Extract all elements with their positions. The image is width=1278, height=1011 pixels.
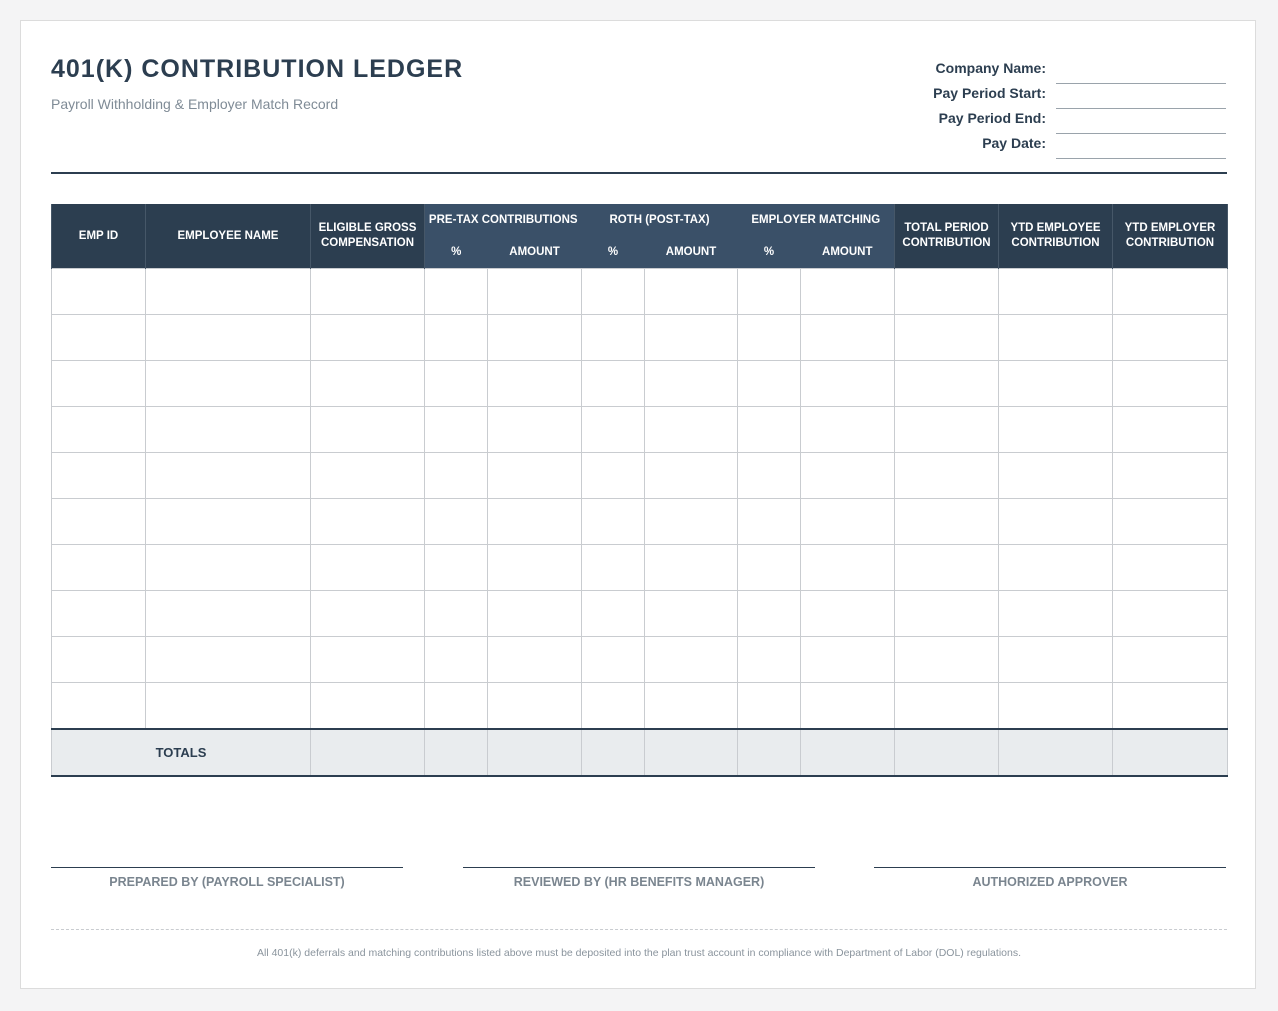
table-cell[interactable] — [645, 269, 738, 315]
column-group-roth: ROTH (POST-TAX) — [582, 204, 738, 236]
table-cell[interactable] — [582, 269, 645, 315]
table-cell[interactable] — [582, 453, 645, 499]
table-cell[interactable] — [52, 361, 146, 407]
table-cell[interactable] — [999, 315, 1113, 361]
table-cell[interactable] — [645, 545, 738, 591]
column-header-emp-id: EMP ID — [52, 204, 146, 269]
totals-row — [52, 729, 1228, 776]
table-cell[interactable] — [1113, 269, 1228, 315]
table-cell[interactable] — [425, 637, 488, 683]
table-cell[interactable] — [425, 407, 488, 453]
table-cell[interactable] — [146, 499, 311, 545]
table-cell[interactable] — [425, 269, 488, 315]
table-cell[interactable] — [311, 637, 425, 683]
totals-cell[interactable] — [895, 729, 999, 776]
table-cell[interactable] — [488, 361, 582, 407]
column-header-roth-amount: AMOUNT — [645, 236, 738, 269]
ledger-page — [20, 20, 1256, 989]
table-cell[interactable] — [999, 407, 1113, 453]
column-group-employer-matching: EMPLOYER MATCHING — [738, 204, 895, 236]
table-cell[interactable] — [801, 407, 895, 453]
table-row — [52, 269, 1228, 315]
table-cell[interactable] — [801, 269, 895, 315]
table-cell[interactable] — [738, 315, 801, 361]
table-cell[interactable] — [311, 315, 425, 361]
table-cell[interactable] — [582, 407, 645, 453]
table-row — [52, 453, 1228, 499]
company-name-label: Company Name: — [935, 60, 1046, 76]
table-cell[interactable] — [311, 361, 425, 407]
table-cell[interactable] — [895, 315, 999, 361]
table-cell[interactable] — [1113, 453, 1228, 499]
approver-signature: AUTHORIZED APPROVER — [874, 867, 1226, 889]
footer-divider — [51, 929, 1227, 930]
table-cell[interactable] — [52, 269, 146, 315]
column-header-employer-percent: % — [738, 236, 801, 269]
totals-cell[interactable] — [645, 729, 738, 776]
totals-cell[interactable] — [738, 729, 801, 776]
company-name-row — [746, 53, 1226, 78]
table-cell[interactable] — [582, 683, 645, 730]
table-cell[interactable] — [801, 637, 895, 683]
table-cell[interactable] — [52, 591, 146, 637]
table-cell[interactable] — [488, 545, 582, 591]
table-cell[interactable] — [999, 591, 1113, 637]
table-row — [52, 637, 1228, 683]
table-cell[interactable] — [738, 453, 801, 499]
column-header-eligible-gross: ELIGIBLE GROSS COMPENSATION — [311, 204, 425, 269]
table-cell[interactable] — [895, 499, 999, 545]
table-cell[interactable] — [146, 683, 311, 730]
totals-cell[interactable] — [582, 729, 645, 776]
table-cell[interactable] — [488, 591, 582, 637]
table-cell[interactable] — [801, 453, 895, 499]
table-cell[interactable] — [895, 269, 999, 315]
table-cell[interactable] — [311, 591, 425, 637]
table-cell[interactable] — [999, 637, 1113, 683]
pay-period-start-field[interactable] — [1056, 88, 1226, 109]
totals-cell[interactable] — [425, 729, 488, 776]
table-cell[interactable] — [146, 315, 311, 361]
company-name-field[interactable] — [1056, 63, 1226, 84]
table-row — [52, 407, 1228, 453]
table-cell[interactable] — [52, 545, 146, 591]
table-cell[interactable] — [488, 453, 582, 499]
ledger-body — [52, 269, 1228, 730]
table-cell[interactable] — [1113, 683, 1228, 730]
table-cell[interactable] — [52, 453, 146, 499]
table-cell[interactable] — [895, 683, 999, 730]
table-row — [52, 545, 1228, 591]
table-cell[interactable] — [895, 637, 999, 683]
table-cell[interactable] — [425, 315, 488, 361]
table-cell[interactable] — [311, 545, 425, 591]
prepared-by-signature: PREPARED BY (PAYROLL SPECIALIST) — [51, 867, 403, 889]
table-cell[interactable] — [488, 637, 582, 683]
column-header-employer-amount: AMOUNT — [801, 236, 895, 269]
table-cell[interactable] — [488, 499, 582, 545]
table-cell[interactable] — [52, 499, 146, 545]
column-group-pretax: PRE-TAX CONTRIBUTIONS — [425, 204, 582, 236]
reviewed-by-signature: REVIEWED BY (HR BENEFITS MANAGER) — [463, 867, 815, 889]
table-cell[interactable] — [1113, 407, 1228, 453]
totals-cell[interactable] — [311, 729, 425, 776]
table-row — [52, 499, 1228, 545]
table-cell[interactable] — [645, 315, 738, 361]
table-cell[interactable] — [645, 499, 738, 545]
table-cell[interactable] — [425, 683, 488, 730]
table-cell[interactable] — [738, 499, 801, 545]
table-cell[interactable] — [738, 269, 801, 315]
table-cell[interactable] — [895, 591, 999, 637]
totals-cell[interactable] — [801, 729, 895, 776]
contribution-table — [51, 204, 1228, 777]
table-cell[interactable] — [52, 407, 146, 453]
table-cell[interactable] — [801, 315, 895, 361]
table-cell[interactable] — [999, 453, 1113, 499]
totals-cell[interactable] — [999, 729, 1113, 776]
table-cell[interactable] — [738, 407, 801, 453]
table-cell[interactable] — [146, 453, 311, 499]
column-header-ytd-employer: YTD EMPLOYER CONTRIBUTION — [1113, 204, 1228, 269]
table-cell[interactable] — [895, 407, 999, 453]
table-cell[interactable] — [895, 545, 999, 591]
table-cell[interactable] — [738, 683, 801, 730]
table-cell[interactable] — [738, 361, 801, 407]
table-cell[interactable] — [146, 407, 311, 453]
pay-period-end-label: Pay Period End: — [938, 110, 1046, 126]
table-cell[interactable] — [1113, 545, 1228, 591]
table-row — [52, 683, 1228, 730]
table-cell[interactable] — [645, 453, 738, 499]
table-cell[interactable] — [738, 591, 801, 637]
table-cell[interactable] — [311, 407, 425, 453]
table-cell[interactable] — [146, 545, 311, 591]
column-header-pretax-amount: AMOUNT — [488, 236, 582, 269]
table-cell[interactable] — [895, 453, 999, 499]
pay-period-end-field[interactable] — [1056, 113, 1226, 134]
table-cell[interactable] — [52, 683, 146, 730]
table-cell[interactable] — [1113, 361, 1228, 407]
table-cell[interactable] — [801, 361, 895, 407]
table-cell[interactable] — [999, 361, 1113, 407]
table-cell[interactable] — [645, 637, 738, 683]
totals-label: TOTALS — [52, 729, 311, 776]
table-row — [52, 315, 1228, 361]
table-cell[interactable] — [488, 315, 582, 361]
pay-date-field[interactable] — [1056, 138, 1226, 159]
table-cell[interactable] — [311, 499, 425, 545]
table-cell[interactable] — [645, 683, 738, 730]
table-cell[interactable] — [582, 591, 645, 637]
table-row — [52, 361, 1228, 407]
table-cell[interactable] — [999, 269, 1113, 315]
table-cell[interactable] — [146, 361, 311, 407]
table-cell[interactable] — [425, 545, 488, 591]
table-cell[interactable] — [895, 361, 999, 407]
table-cell[interactable] — [999, 545, 1113, 591]
pay-date-label: Pay Date: — [982, 135, 1046, 151]
table-cell[interactable] — [311, 269, 425, 315]
pay-period-start-label: Pay Period Start: — [933, 85, 1046, 101]
table-cell[interactable] — [645, 591, 738, 637]
table-cell[interactable] — [801, 591, 895, 637]
table-cell[interactable] — [999, 683, 1113, 730]
column-header-total-period: TOTAL PERIOD CONTRIBUTION — [895, 204, 999, 269]
table-cell[interactable] — [582, 545, 645, 591]
pay-period-info — [746, 53, 1226, 153]
table-cell[interactable] — [425, 361, 488, 407]
table-cell[interactable] — [488, 269, 582, 315]
table-cell[interactable] — [146, 637, 311, 683]
table-cell[interactable] — [488, 683, 582, 730]
table-cell[interactable] — [801, 499, 895, 545]
column-header-roth-percent: % — [582, 236, 645, 269]
page-subtitle: Payroll Withholding & Employer Match Record — [51, 96, 339, 112]
table-cell[interactable] — [801, 683, 895, 730]
table-cell[interactable] — [52, 315, 146, 361]
table-cell[interactable] — [999, 499, 1113, 545]
table-row — [52, 591, 1228, 637]
table-cell[interactable] — [738, 545, 801, 591]
table-cell[interactable] — [645, 361, 738, 407]
table-cell[interactable] — [1113, 637, 1228, 683]
table-cell[interactable] — [488, 407, 582, 453]
page-title: 401(K) CONTRIBUTION LEDGER — [51, 55, 464, 83]
table-cell[interactable] — [1113, 591, 1228, 637]
table-cell[interactable] — [582, 637, 645, 683]
table-cell[interactable] — [52, 637, 146, 683]
compliance-footnote: All 401(k) deferrals and matching contributions listed above must be deposited into the plan trust account in compliance with Department of Labor (DOL) regulations. — [257, 947, 1021, 959]
column-header-employee-name: EMPLOYEE NAME — [146, 204, 311, 269]
table-cell[interactable] — [582, 499, 645, 545]
table-cell[interactable] — [146, 591, 311, 637]
totals-cell[interactable] — [1113, 729, 1228, 776]
table-cell[interactable] — [1113, 315, 1228, 361]
table-cell[interactable] — [1113, 499, 1228, 545]
table-cell[interactable] — [801, 545, 895, 591]
table-cell[interactable] — [425, 499, 488, 545]
table-cell[interactable] — [738, 637, 801, 683]
totals-cell[interactable] — [488, 729, 582, 776]
table-cell[interactable] — [425, 591, 488, 637]
table-cell[interactable] — [645, 407, 738, 453]
table-cell[interactable] — [311, 453, 425, 499]
column-header-ytd-employee: YTD EMPLOYEE CONTRIBUTION — [999, 204, 1113, 269]
table-cell[interactable] — [582, 315, 645, 361]
table-cell[interactable] — [582, 361, 645, 407]
table-cell[interactable] — [146, 269, 311, 315]
header-divider — [51, 172, 1227, 174]
column-header-pretax-percent: % — [425, 236, 488, 269]
table-cell[interactable] — [311, 683, 425, 730]
table-cell[interactable] — [425, 453, 488, 499]
